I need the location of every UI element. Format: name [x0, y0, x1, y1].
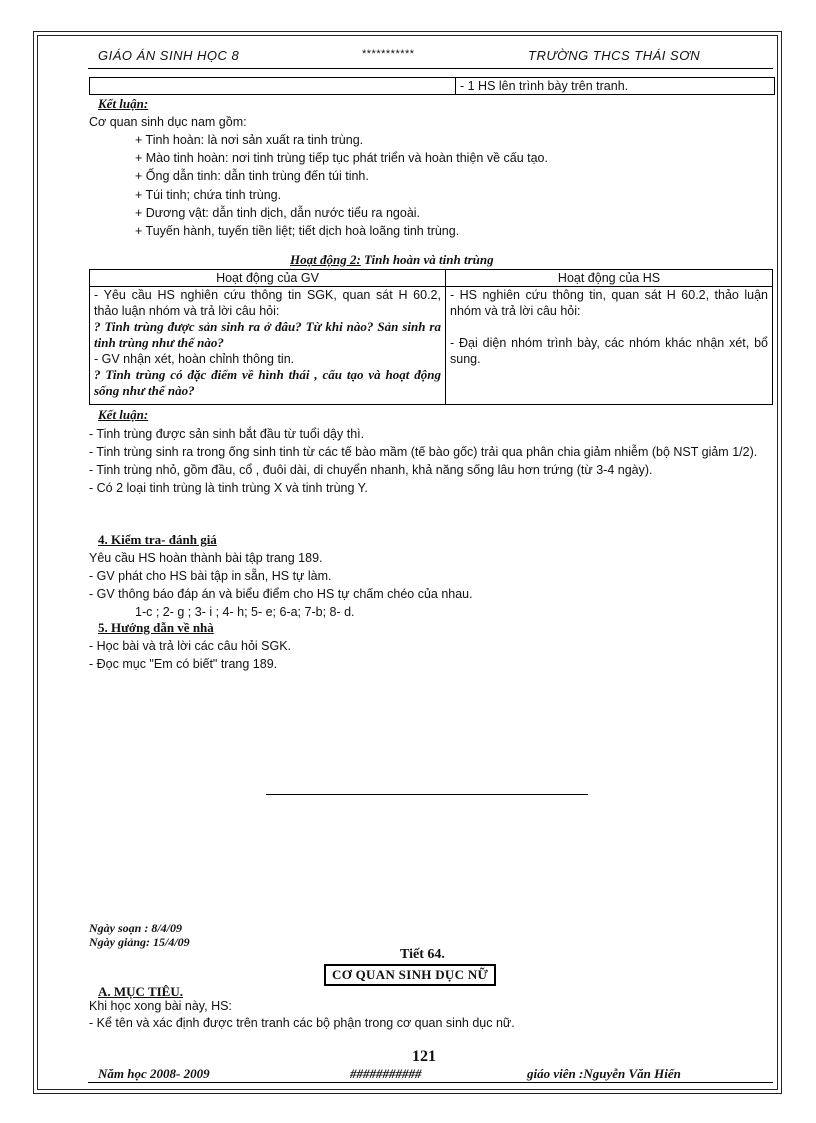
- sectionA-body: [89, 998, 515, 1032]
- top-table-row: [89, 77, 775, 95]
- gv-step-2: - GV nhận xét, hoàn chỉnh thông tin.: [94, 352, 295, 366]
- footer-right: giáo viên :Nguyễn Văn Hiến: [527, 1066, 681, 1081]
- answer-key: 1-c ; 2- g ; 3- i ; 4- h; 5- e; 6-a; 7-b; 8- d.: [135, 605, 355, 619]
- conclusion1-title: Kết luận:: [98, 96, 149, 111]
- list-item: + Túi tinh; chứa tinh trùng.: [135, 187, 282, 202]
- section4-line: - GV phát cho HS bài tập in sẵn, HS tự làm.: [89, 569, 332, 583]
- col-header-hs: Hoạt động của HS: [446, 270, 773, 287]
- activity2-title-rest: Tinh hoàn và tinh trùng: [360, 252, 494, 267]
- footer-rule: [88, 1082, 773, 1083]
- gv-question-1: ? Tinh trùng được sản sinh ra ở đâu? Từ khi nào? Sản sinh ra tinh trùng như thế nào?: [94, 319, 441, 350]
- gv-question-2: ? Tinh trùng có đặc điểm về hình thái , cấu tạo và hoạt động sống như thế nào?: [94, 367, 441, 398]
- col-header-gv: Hoạt động của GV: [90, 270, 446, 287]
- activity2-table: [89, 269, 773, 405]
- header-left: GIÁO ÁN SINH HỌC 8: [98, 48, 240, 63]
- list-item: + Tuyến hành, tuyến tiền liệt; tiết dịch hoà loãng tinh trùng.: [135, 224, 460, 239]
- activity2-title-prefix: Hoạt động 2:: [290, 252, 361, 267]
- paragraph: - Tinh trùng sinh ra trong ống sinh tinh từ các tế bào mầm (tế bào gốc) trải qua phân chia giảm nhiễm (bộ NST giảm 1/2).: [89, 445, 758, 459]
- section4-line: Yêu cầu HS hoàn thành bài tập trang 189.: [89, 551, 323, 565]
- sectionA-line: - Kể tên và xác định được trên tranh các bộ phận trong cơ quan sinh dục nữ.: [89, 1016, 515, 1030]
- conclusion2-body: [89, 425, 773, 497]
- date-giang: Ngày giảng: 15/4/09: [89, 935, 190, 949]
- section5-line: - Đọc mục "Em có biết" trang 189.: [89, 657, 278, 671]
- conclusion1-intro: Cơ quan sinh dục nam gồm:: [89, 115, 247, 129]
- list-item: + Dương vật: dẫn tinh dịch, dẫn nước tiểu ra ngoài.: [135, 205, 421, 220]
- header-right: TRƯỜNG THCS THÁI SƠN: [528, 48, 701, 63]
- conclusion1-list: [135, 131, 548, 240]
- gv-cell: [90, 287, 446, 405]
- footer-center: ###########: [350, 1066, 422, 1081]
- section4-title: 4. Kiểm tra- đánh giá: [98, 532, 217, 547]
- section5-title: 5. Hướng dẫn về nhà: [98, 620, 214, 635]
- hs-step-1: - HS nghiên cứu thông tin, quan sát H 60.2, thảo luận nhóm và trả lời câu hỏi:: [450, 288, 768, 318]
- section5-body: [89, 637, 291, 673]
- hs-step-2: - Đại diện nhóm trình bày, các nhóm khác nhận xét, bổ sung.: [450, 336, 768, 366]
- conclusion2-title: Kết luận:: [98, 407, 149, 422]
- lesson-title: CƠ QUAN SINH DỤC NỮ: [324, 964, 496, 986]
- separator-rule: [266, 794, 588, 795]
- paragraph: - Có 2 loại tinh trùng là tinh trùng X và tinh trùng Y.: [89, 481, 368, 495]
- paragraph: - Tinh trùng được sản sinh bắt đầu từ tuổi dậy thì.: [89, 427, 365, 441]
- header-rule: [88, 68, 773, 69]
- footer-left: Năm học 2008- 2009: [98, 1066, 210, 1081]
- list-item: + Ống dẫn tinh: dẫn tinh trùng đến túi tinh.: [135, 169, 369, 184]
- page-number: 121: [412, 1048, 436, 1065]
- header-center: ***********: [362, 48, 415, 60]
- lesson-number: Tiết 64.: [400, 947, 445, 962]
- section4-line: - GV thông báo đáp án và biểu điểm cho HS tự chấm chéo của nhau.: [89, 587, 473, 601]
- list-item: + Mào tinh hoàn: nơi tinh trùng tiếp tục phát triển và hoàn thiện về cấu tạo.: [135, 151, 548, 166]
- activity2-title: [290, 252, 494, 268]
- section5-line: - Học bài và trả lời các câu hỏi SGK.: [89, 639, 292, 653]
- date-soan: Ngày soạn : 8/4/09: [89, 921, 182, 935]
- list-item: + Tinh hoàn: là nơi sản xuất ra tinh trùng.: [135, 133, 364, 147]
- gv-step-1: - Yêu cầu HS nghiên cứu thông tin SGK, quan sát H 60.2, thảo luận nhóm và trả lời câu hỏi:: [94, 288, 441, 318]
- sectionA-line: Khi học xong bài này, HS:: [89, 999, 232, 1013]
- hs-cell: [446, 287, 773, 405]
- top-row-right-cell: - 1 HS lên trình bày trên tranh.: [460, 79, 629, 93]
- sectionA-title: A. MỤC TIÊU.: [98, 984, 183, 999]
- paragraph: - Tinh trùng nhỏ, gồm đầu, cổ , đuôi dài, di chuyển nhanh, khả năng sống lâu hơn trứng (từ 3-4 ngày).: [89, 463, 653, 477]
- section4-body: [89, 549, 473, 621]
